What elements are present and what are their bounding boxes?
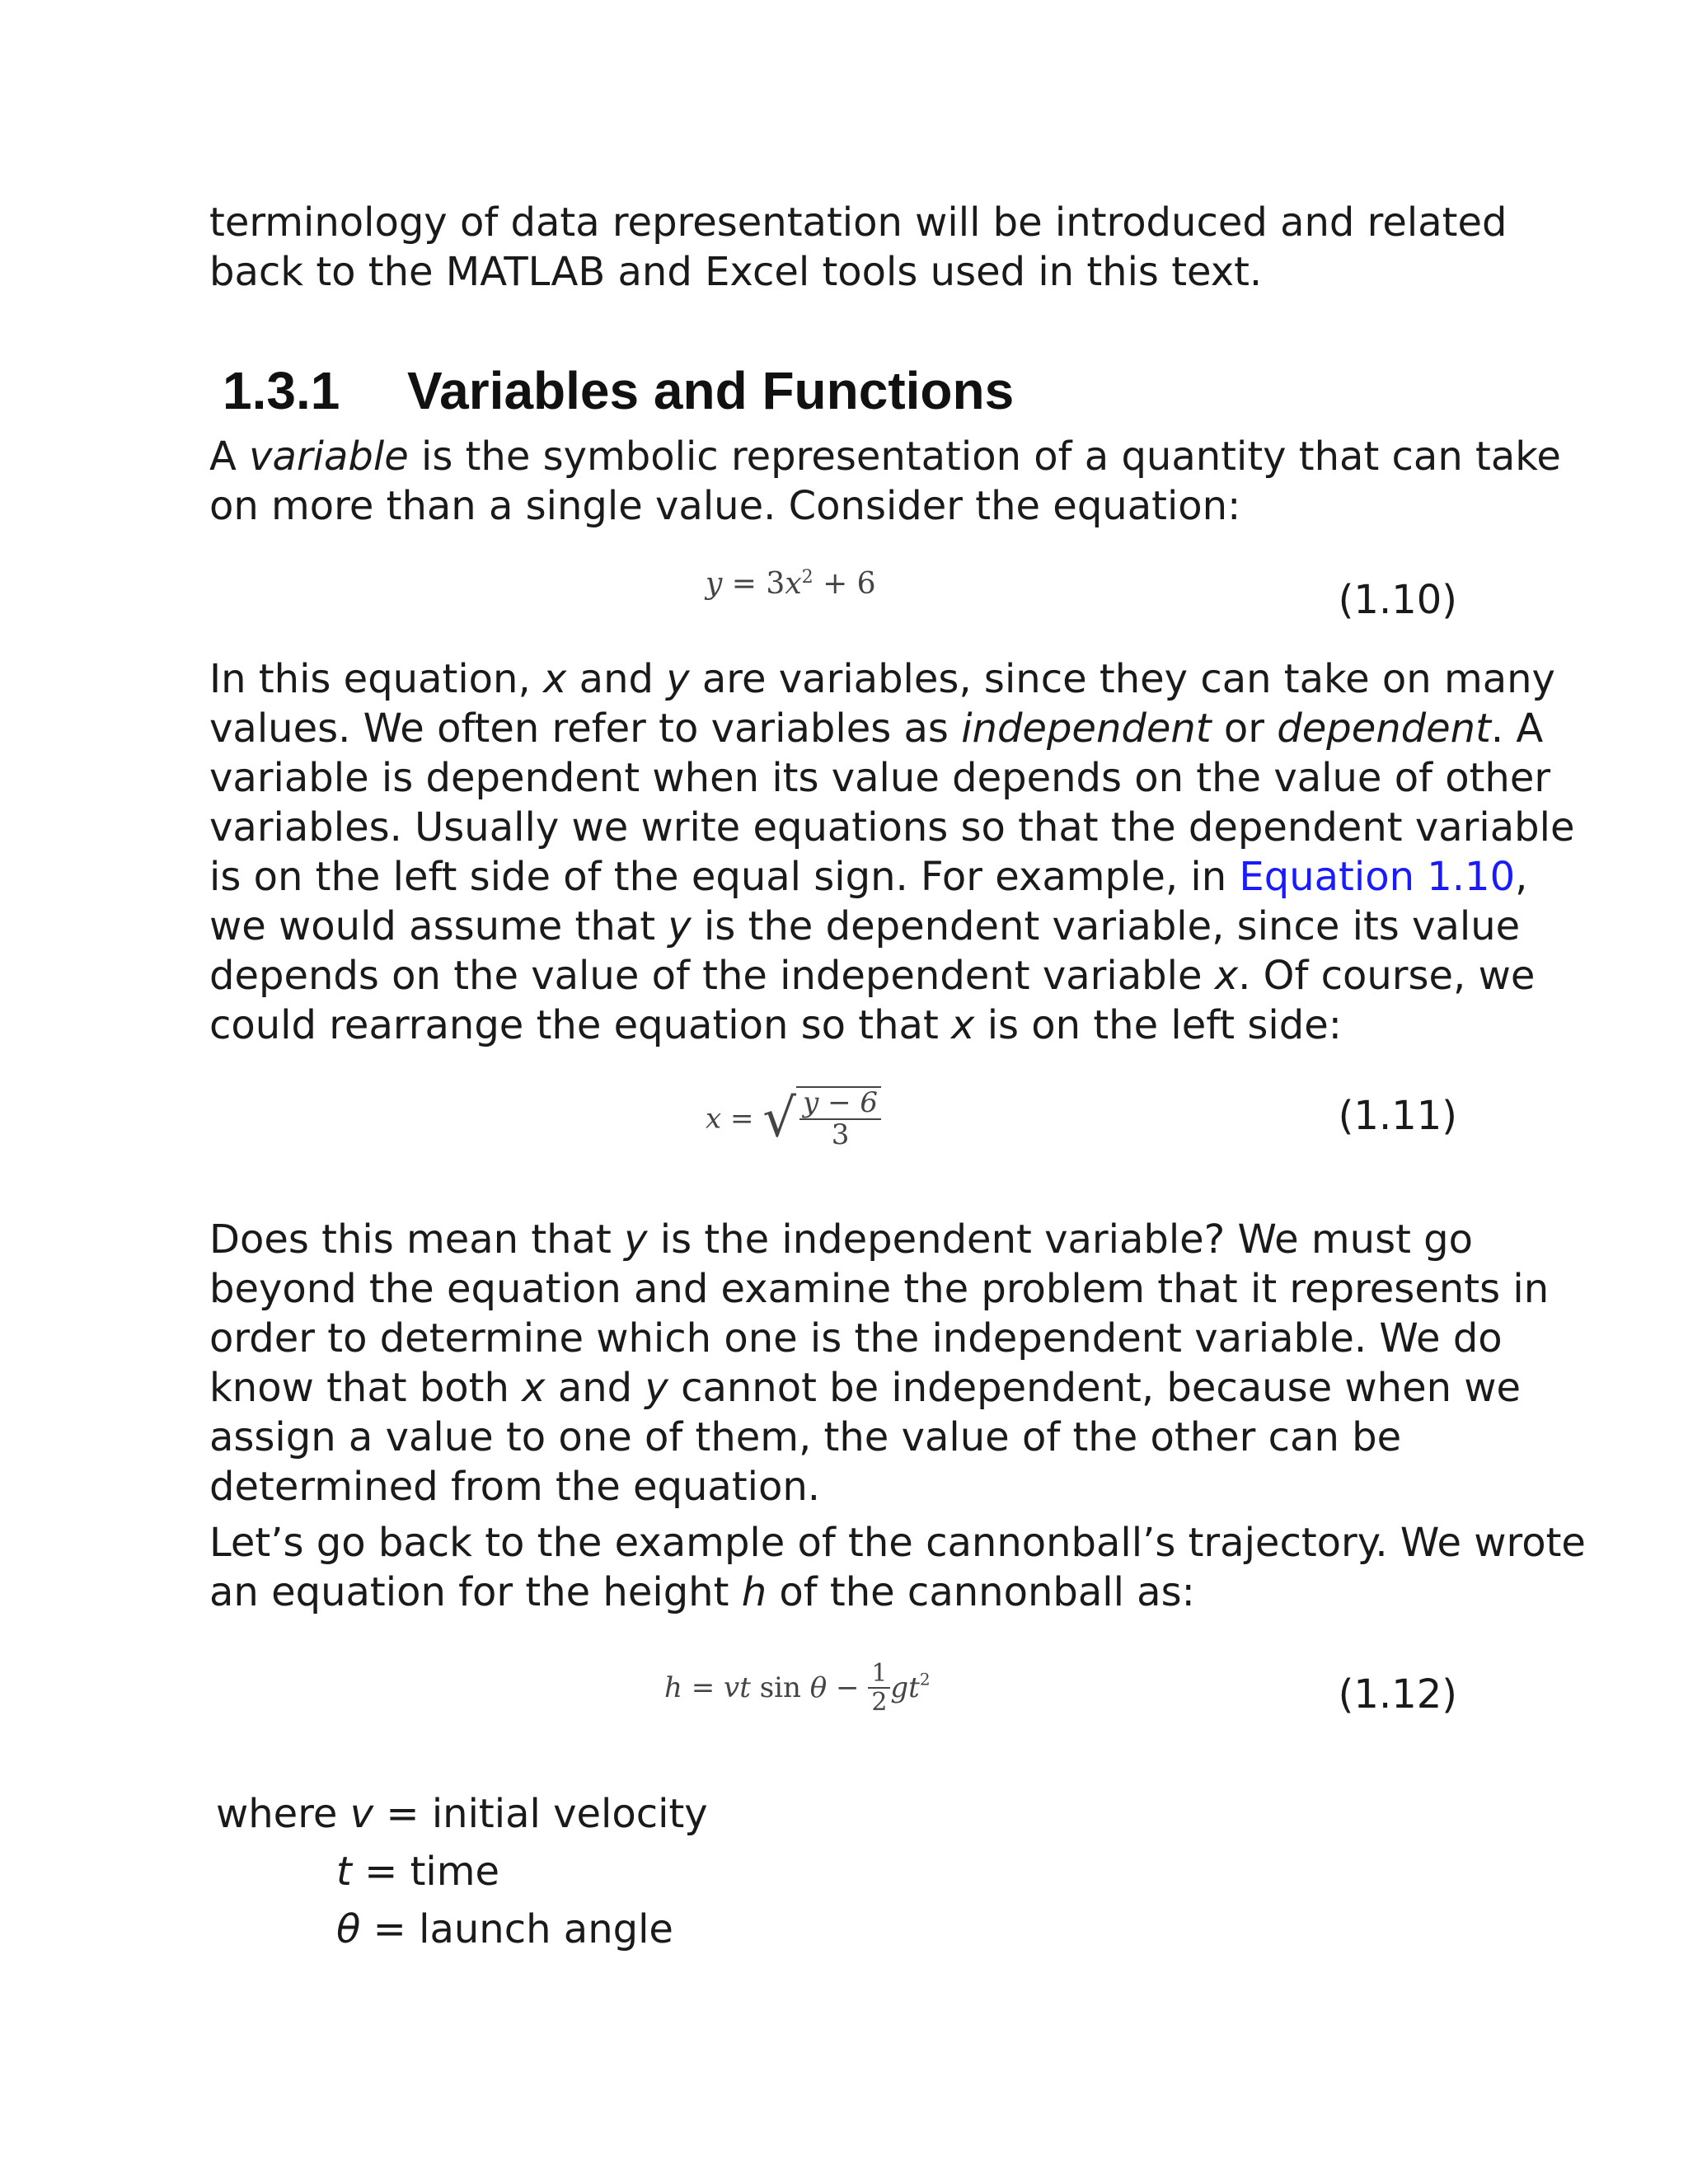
radical-sign-icon: √ [762,1088,797,1150]
definition-line-theta [336,1900,673,1958]
eq-text: = [721,1102,754,1136]
definition-text: = time [351,1849,500,1895]
para3-line-5: assign a value to one of them, the value of the other can be [209,1414,1402,1460]
para2-line-8 [209,1001,1574,1050]
eq-var-x: x [706,1102,722,1136]
para2-text: is on the left side of the equal sign. For example, in [209,854,1240,900]
eq-var-x: x [785,567,802,601]
var-theta: θ [336,1906,361,1952]
term-dependent: dependent [1277,705,1491,752]
var-y: y [668,903,692,949]
eq-var-gt: gt [890,1671,920,1704]
term-independent: independent [961,705,1212,752]
paragraph-independence [209,1215,1549,1511]
para3-text: know that both [209,1365,523,1411]
eq-text: − [827,1671,869,1704]
eq-text: = 3 [722,567,785,601]
paragraph-dependent-variables [209,654,1574,1050]
para2-text: are variables, since they can take on many [689,656,1555,702]
para2-line-2 [209,704,1574,753]
eq-text: + 6 [813,567,876,601]
var-h: h [741,1569,767,1615]
definition-line-v [216,1785,708,1843]
eq-var-vt: vt [724,1671,751,1704]
definition-line-t [336,1843,499,1900]
definition-text: = initial velocity [373,1791,708,1837]
para2-text: could rearrange the equation so that [209,1002,952,1048]
eq-exponent: 2 [919,1669,931,1690]
para1-text: A [209,434,250,480]
eq-var-h: h [664,1671,682,1704]
para3-text: and [545,1365,645,1411]
fraction-numerator: 1 [868,1660,890,1689]
equation-number-1-12: (1.12) [1338,1671,1457,1718]
eq-var-y: y [706,567,723,601]
para3-line-1 [209,1215,1549,1264]
var-x: x [522,1365,546,1411]
paragraph-cannonball [209,1518,1586,1617]
eq-exponent: 2 [801,567,814,588]
var-y: y [666,656,690,702]
section-title: Variables and Functions [407,361,1015,420]
paragraph-variable-definition [209,432,1561,531]
para3-line-6: determined from the equation. [209,1464,821,1510]
para2-line-1 [209,654,1574,704]
para2-text: is the dependent variable, since its value [691,903,1521,949]
para1-text: is the symbolic representation of a quantity that can take [408,434,1561,480]
where-label: where [216,1791,350,1837]
intro-line-2: back to the MATLAB and Excel tools used in this text. [209,249,1263,295]
para4-text: of the cannonball as: [767,1569,1195,1615]
para3-line-4 [209,1363,1549,1413]
intro-paragraph [209,198,1507,297]
fraction-numerator: y − 6 [799,1088,881,1120]
var-x: x [951,1002,975,1048]
var-t: t [336,1849,352,1895]
para2-text: values. We often refer to variables as [209,705,962,752]
para2-text: . A [1490,705,1544,752]
para2-text: is on the left side: [974,1002,1342,1048]
para2-text: and [566,656,667,702]
definition-text: = launch angle [360,1906,673,1952]
var-x: x [1214,953,1239,999]
equation-1-11 [706,1086,881,1151]
para2-line-7 [209,951,1574,1001]
para3-text: Does this mean that [209,1216,625,1263]
var-y: y [624,1216,648,1263]
var-x: x [542,656,567,702]
section-number: 1.3.1 [223,361,340,420]
para1-line-1 [209,432,1561,481]
eq-var-theta: θ [809,1671,828,1704]
square-root [762,1086,881,1151]
equation-number-1-11: (1.11) [1338,1093,1457,1139]
para2-text: depends on the value of the independent variable [209,953,1215,999]
para4-text: an equation for the height [209,1569,742,1615]
eq-fraction [868,1660,890,1716]
eq-fraction [799,1088,881,1151]
para4-line-1: Let’s go back to the example of the cannonball’s trajectory. We wrote [209,1520,1586,1566]
para2-text: , [1515,854,1528,900]
fraction-denominator: 3 [831,1118,850,1152]
para3-text: cannot be independent, because when we [668,1365,1522,1411]
fraction-denominator: 2 [871,1688,888,1717]
radicand [796,1086,881,1151]
equation-link[interactable]: Equation 1.10 [1239,854,1516,900]
para2-text: . Of course, we [1238,953,1536,999]
para2-line-5 [209,852,1574,902]
para4-line-2 [209,1568,1586,1617]
term-variable: variable [249,434,409,480]
intro-line-1: terminology of data representation will be introduced and related [209,199,1507,246]
para3-line-2: beyond the equation and examine the problem that it represents in [209,1266,1550,1312]
para2-text: In this equation, [209,656,543,702]
para2-line-3: variable is dependent when its value depends on the value of other [209,755,1551,801]
eq-sin: sin [750,1671,810,1704]
equation-1-12 [664,1660,931,1716]
eq-text: = [682,1671,724,1704]
section-heading [223,358,1014,424]
equation-1-10 [706,567,876,601]
para3-line-3: order to determine which one is the independent variable. We do [209,1315,1503,1361]
para2-line-4: variables. Usually we write equations so that the dependent variable [209,804,1575,851]
para1-line-2: on more than a single value. Consider the equation: [209,483,1241,529]
para2-line-6 [209,902,1574,951]
para2-text: we would assume that [209,903,668,949]
var-v: v [349,1791,374,1837]
para2-text: or [1211,705,1278,752]
var-y: y [645,1365,668,1411]
para3-text: is the independent variable? We must go [647,1216,1473,1263]
equation-number-1-10: (1.10) [1338,577,1457,623]
